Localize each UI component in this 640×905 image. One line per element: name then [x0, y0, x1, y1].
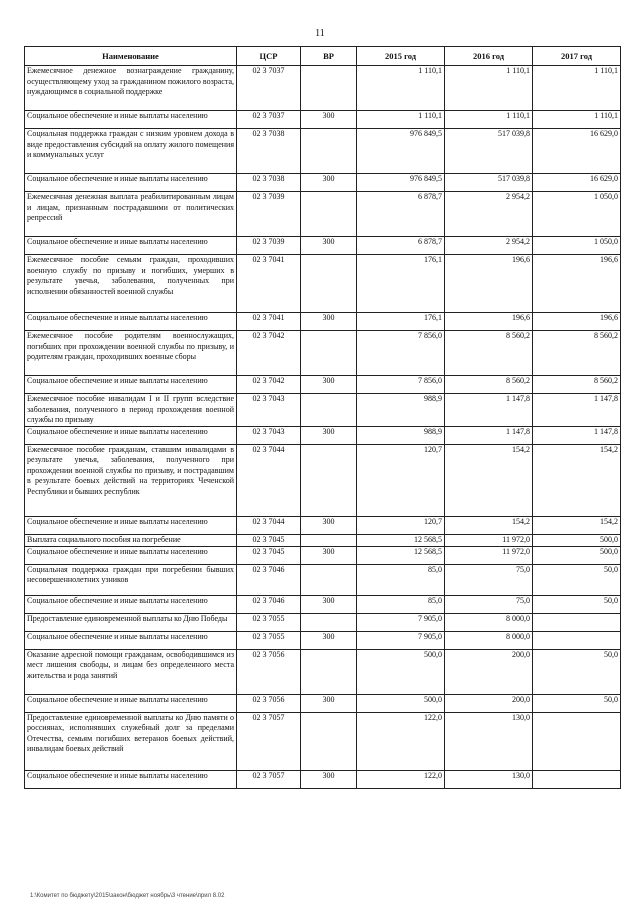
row-csr-cell: 02 3 7037 [237, 66, 301, 111]
row-vr-cell [301, 66, 357, 111]
row-csr-cell: 02 3 7055 [237, 631, 301, 649]
table-row [25, 546, 621, 564]
row-2017-cell [533, 631, 621, 649]
row-2016-cell: 1 147,8 [445, 426, 533, 444]
row-vr-cell: 300 [301, 426, 357, 444]
row-2017-cell: 1 050,0 [533, 237, 621, 255]
table-row [25, 712, 621, 770]
row-vr-cell [301, 564, 357, 595]
row-2015-cell: 122,0 [357, 770, 445, 788]
row-name-cell: Социальное обеспечение и иные выплаты населению [25, 237, 237, 255]
row-vr-cell: 300 [301, 376, 357, 394]
row-2015-cell: 85,0 [357, 564, 445, 595]
row-vr-cell [301, 331, 357, 376]
row-2017-cell: 1 050,0 [533, 192, 621, 237]
row-2015-cell: 988,9 [357, 394, 445, 427]
row-2017-cell: 500,0 [533, 546, 621, 564]
row-vr-cell [301, 649, 357, 694]
table-row [25, 770, 621, 788]
table-row [25, 237, 621, 255]
row-2016-cell: 196,6 [445, 255, 533, 313]
row-2017-cell: 16 629,0 [533, 174, 621, 192]
table-row [25, 255, 621, 313]
row-2017-cell: 1 110,1 [533, 111, 621, 129]
row-2017-cell: 50,0 [533, 595, 621, 613]
row-vr-cell [301, 255, 357, 313]
row-2017-cell: 8 560,2 [533, 376, 621, 394]
row-name-cell: Ежемесячное пособие гражданам, ставшим инвалидами в результате увечья, заболевания, полученного при прохождении военной службы по призыву, и пострадавшим в результате боевых действий на территориях Чеченской Республики и бывших республик [25, 444, 237, 516]
row-2015-cell: 976 849,5 [357, 129, 445, 174]
row-2016-cell: 130,0 [445, 712, 533, 770]
row-2016-cell: 1 110,1 [445, 66, 533, 111]
row-2015-cell: 6 878,7 [357, 192, 445, 237]
row-name-cell: Социальное обеспечение и иные выплаты населению [25, 595, 237, 613]
row-2017-cell: 500,0 [533, 534, 621, 546]
row-csr-cell: 02 3 7042 [237, 376, 301, 394]
row-2016-cell: 2 954,2 [445, 192, 533, 237]
header-vr: ВР [301, 47, 357, 66]
row-name-cell: Предоставление единовременной выплаты ко Дню памяти о россиянах, исполнявших служебный долг за пределами Отечества, семьям погибших ветеранов боевых действий, инвалидам боевых действий [25, 712, 237, 770]
row-2015-cell: 12 568,5 [357, 534, 445, 546]
table-row [25, 66, 621, 111]
row-2015-cell: 176,1 [357, 313, 445, 331]
row-name-cell: Социальное обеспечение и иные выплаты населению [25, 174, 237, 192]
row-csr-cell: 02 3 7056 [237, 649, 301, 694]
table-row [25, 595, 621, 613]
row-2015-cell: 7 856,0 [357, 376, 445, 394]
row-2016-cell: 130,0 [445, 770, 533, 788]
row-2016-cell: 517 039,8 [445, 174, 533, 192]
row-csr-cell: 02 3 7037 [237, 111, 301, 129]
row-name-cell: Оказание адресной помощи гражданам, освободившимся из мест лишения свободы, и лицам без определенного места жительства и рода занятий [25, 649, 237, 694]
row-name-cell: Социальная поддержка граждан при погребении бывших несовершеннолетних узников [25, 564, 237, 595]
row-vr-cell: 300 [301, 595, 357, 613]
row-2015-cell: 500,0 [357, 649, 445, 694]
table-row [25, 694, 621, 712]
row-name-cell: Социальная поддержка граждан с низким уровнем дохода в виде предоставления субсидий на оплату жилого помещения и коммунальных услуг [25, 129, 237, 174]
row-csr-cell: 02 3 7056 [237, 694, 301, 712]
row-2015-cell: 1 110,1 [357, 111, 445, 129]
row-2015-cell: 988,9 [357, 426, 445, 444]
header-2017: 2017 год [533, 47, 621, 66]
table-row [25, 376, 621, 394]
row-name-cell: Социальное обеспечение и иные выплаты населению [25, 376, 237, 394]
row-vr-cell: 300 [301, 770, 357, 788]
row-2016-cell: 8 000,0 [445, 631, 533, 649]
row-name-cell: Социальное обеспечение и иные выплаты населению [25, 313, 237, 331]
row-2017-cell [533, 712, 621, 770]
table-row [25, 516, 621, 534]
row-name-cell: Социальное обеспечение и иные выплаты населению [25, 546, 237, 564]
row-name-cell: Социальное обеспечение и иные выплаты населению [25, 516, 237, 534]
row-2015-cell: 122,0 [357, 712, 445, 770]
table-row [25, 613, 621, 631]
row-vr-cell [301, 192, 357, 237]
row-csr-cell: 02 3 7057 [237, 770, 301, 788]
row-csr-cell: 02 3 7043 [237, 394, 301, 427]
table-row [25, 444, 621, 516]
row-2017-cell: 8 560,2 [533, 331, 621, 376]
row-2015-cell: 12 568,5 [357, 546, 445, 564]
row-name-cell: Социальное обеспечение и иные выплаты населению [25, 631, 237, 649]
row-2017-cell: 50,0 [533, 564, 621, 595]
row-csr-cell: 02 3 7057 [237, 712, 301, 770]
row-2017-cell: 16 629,0 [533, 129, 621, 174]
row-vr-cell: 300 [301, 111, 357, 129]
footer-file-path: 1:\Комитет по бюджету\2015\закон\бюджет ноябрь\3 чтение\прил 8.02 [30, 893, 225, 899]
row-2017-cell: 1 147,8 [533, 394, 621, 427]
row-csr-cell: 02 3 7041 [237, 255, 301, 313]
table-row [25, 564, 621, 595]
row-csr-cell: 02 3 7038 [237, 129, 301, 174]
row-2017-cell [533, 613, 621, 631]
row-2015-cell: 976 849,5 [357, 174, 445, 192]
row-2016-cell: 2 954,2 [445, 237, 533, 255]
row-csr-cell: 02 3 7043 [237, 426, 301, 444]
row-2017-cell: 1 147,8 [533, 426, 621, 444]
row-vr-cell [301, 712, 357, 770]
budget-table [24, 46, 621, 789]
row-csr-cell: 02 3 7041 [237, 313, 301, 331]
row-2016-cell: 1 147,8 [445, 394, 533, 427]
row-2017-cell: 50,0 [533, 694, 621, 712]
row-2016-cell: 200,0 [445, 649, 533, 694]
row-vr-cell [301, 394, 357, 427]
row-vr-cell: 300 [301, 237, 357, 255]
row-2016-cell: 200,0 [445, 694, 533, 712]
header-name: Наименование [25, 47, 237, 66]
table-row [25, 313, 621, 331]
row-vr-cell [301, 534, 357, 546]
table-row [25, 394, 621, 427]
row-vr-cell: 300 [301, 313, 357, 331]
header-2016: 2016 год [445, 47, 533, 66]
table-row [25, 192, 621, 237]
row-2016-cell: 517 039,8 [445, 129, 533, 174]
row-csr-cell: 02 3 7045 [237, 534, 301, 546]
page-number: 11 [315, 28, 325, 39]
row-name-cell: Ежемесячное денежное вознаграждение гражданину, осуществляющему уход за гражданином пожилого возраста, нуждающимся в социальной поддержке [25, 66, 237, 111]
row-2015-cell: 7 856,0 [357, 331, 445, 376]
table-row [25, 111, 621, 129]
row-2016-cell: 8 000,0 [445, 613, 533, 631]
row-2017-cell: 50,0 [533, 649, 621, 694]
row-vr-cell: 300 [301, 631, 357, 649]
row-2016-cell: 11 972,0 [445, 534, 533, 546]
table-row [25, 331, 621, 376]
row-vr-cell: 300 [301, 694, 357, 712]
row-2017-cell: 154,2 [533, 516, 621, 534]
row-name-cell: Социальное обеспечение и иные выплаты населению [25, 694, 237, 712]
header-csr: ЦСР [237, 47, 301, 66]
row-2017-cell: 1 110,1 [533, 66, 621, 111]
row-name-cell: Предоставление единовременной выплаты ко Дню Победы [25, 613, 237, 631]
row-2017-cell: 196,6 [533, 313, 621, 331]
row-vr-cell [301, 129, 357, 174]
table-row [25, 174, 621, 192]
table-row [25, 649, 621, 694]
row-2015-cell: 7 905,0 [357, 613, 445, 631]
table-row [25, 426, 621, 444]
row-2015-cell: 120,7 [357, 444, 445, 516]
row-vr-cell [301, 444, 357, 516]
row-2017-cell: 154,2 [533, 444, 621, 516]
row-name-cell: Ежемесячная денежная выплата реабилитированным лицам и лицам, признанным пострадавшими от политических репрессий [25, 192, 237, 237]
table-header-row [25, 47, 621, 66]
table-row [25, 534, 621, 546]
row-2016-cell: 196,6 [445, 313, 533, 331]
row-name-cell: Социальное обеспечение и иные выплаты населению [25, 770, 237, 788]
row-csr-cell: 02 3 7045 [237, 546, 301, 564]
row-csr-cell: 02 3 7042 [237, 331, 301, 376]
row-2016-cell: 8 560,2 [445, 376, 533, 394]
row-name-cell: Социальное обеспечение и иные выплаты населению [25, 426, 237, 444]
row-2015-cell: 85,0 [357, 595, 445, 613]
row-name-cell: Ежемесячное пособие семьям граждан, проходивших военную службу по призыву и погибших, умерших в результате увечья, заболевания, полученных при исполнении обязанностей военной службы [25, 255, 237, 313]
row-csr-cell: 02 3 7044 [237, 444, 301, 516]
row-vr-cell: 300 [301, 516, 357, 534]
table-row [25, 129, 621, 174]
row-2016-cell: 154,2 [445, 444, 533, 516]
row-2015-cell: 1 110,1 [357, 66, 445, 111]
table-row [25, 631, 621, 649]
row-csr-cell: 02 3 7039 [237, 192, 301, 237]
row-2016-cell: 154,2 [445, 516, 533, 534]
row-2016-cell: 8 560,2 [445, 331, 533, 376]
row-2015-cell: 6 878,7 [357, 237, 445, 255]
row-name-cell: Ежемесячное пособие инвалидам I и II групп вследствие заболевания, полученного в период прохождения военной службы по призыву [25, 394, 237, 427]
row-name-cell: Социальное обеспечение и иные выплаты населению [25, 111, 237, 129]
row-vr-cell [301, 613, 357, 631]
row-2015-cell: 7 905,0 [357, 631, 445, 649]
row-2017-cell: 196,6 [533, 255, 621, 313]
header-2015: 2015 год [357, 47, 445, 66]
row-csr-cell: 02 3 7055 [237, 613, 301, 631]
row-name-cell: Ежемесячное пособие родителям военнослужащих, погибших при прохождении военной службы по призыву, и родителям граждан, проходивших военные сборы [25, 331, 237, 376]
row-csr-cell: 02 3 7039 [237, 237, 301, 255]
row-name-cell: Выплата социального пособия на погребение [25, 534, 237, 546]
row-2015-cell: 500,0 [357, 694, 445, 712]
row-csr-cell: 02 3 7046 [237, 595, 301, 613]
row-csr-cell: 02 3 7038 [237, 174, 301, 192]
row-2017-cell [533, 770, 621, 788]
row-2015-cell: 120,7 [357, 516, 445, 534]
row-2016-cell: 11 972,0 [445, 546, 533, 564]
row-vr-cell: 300 [301, 174, 357, 192]
row-2016-cell: 75,0 [445, 595, 533, 613]
row-csr-cell: 02 3 7046 [237, 564, 301, 595]
row-2015-cell: 176,1 [357, 255, 445, 313]
row-vr-cell: 300 [301, 546, 357, 564]
row-2016-cell: 1 110,1 [445, 111, 533, 129]
row-2016-cell: 75,0 [445, 564, 533, 595]
row-csr-cell: 02 3 7044 [237, 516, 301, 534]
